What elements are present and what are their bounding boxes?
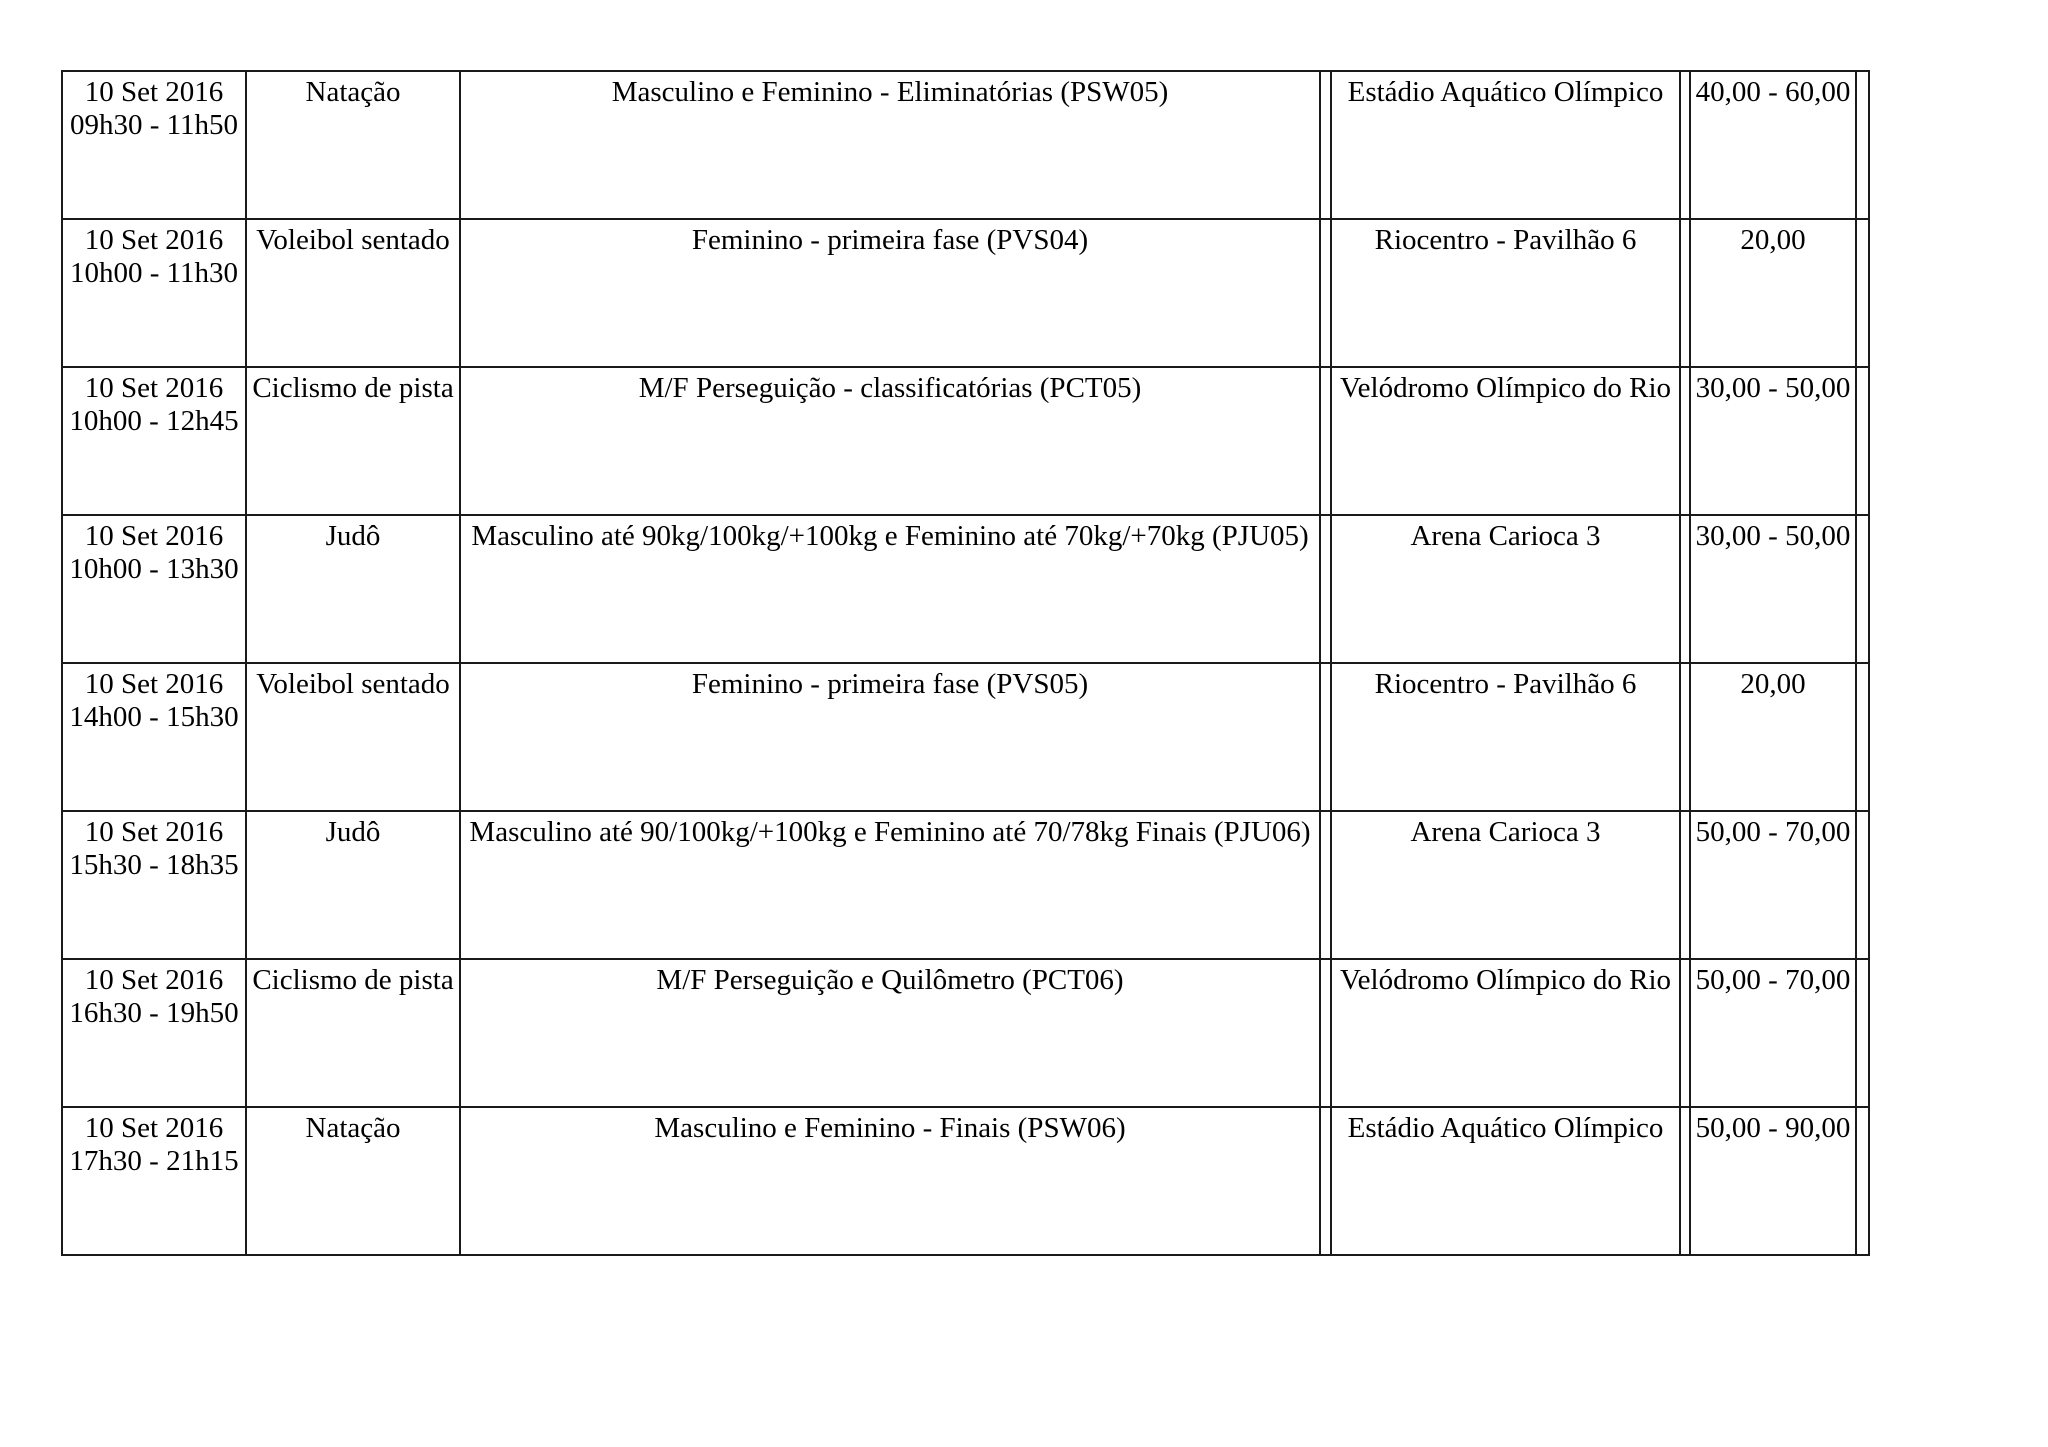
spacer-cell [1320,1107,1331,1255]
time-text: 17h30 - 21h15 [69,1145,239,1177]
event-cell: Feminino - primeira fase (PVS05) [460,663,1320,811]
price-cell: 50,00 - 70,00 [1690,959,1856,1107]
date-text: 10 Set 2016 [84,964,224,996]
sport-cell: Ciclismo de pista [246,367,460,515]
date-text: 10 Set 2016 [84,1112,224,1144]
spacer-cell [1320,663,1331,811]
spacer-cell [1856,811,1869,959]
date-text: 10 Set 2016 [84,372,224,404]
venue-cell: Riocentro - Pavilhão 6 [1331,219,1680,367]
date-text: 10 Set 2016 [84,224,224,256]
event-cell: M/F Perseguição - classificatórias (PCT05) [460,367,1320,515]
time-text: 09h30 - 11h50 [69,109,239,141]
event-cell: Masculino e Feminino - Finais (PSW06) [460,1107,1320,1255]
spacer-cell [1320,515,1331,663]
date-time-cell [62,959,246,1107]
date-time-cell [62,515,246,663]
spacer-cell [1680,959,1690,1107]
price-cell: 40,00 - 60,00 [1690,71,1856,219]
date-text: 10 Set 2016 [84,816,224,848]
venue-cell: Estádio Aquático Olímpico [1331,71,1680,219]
date-time-cell [62,1107,246,1255]
venue-cell: Estádio Aquático Olímpico [1331,1107,1680,1255]
time-text: 10h00 - 11h30 [69,257,239,289]
table-row [62,71,1869,219]
event-cell: M/F Perseguição e Quilômetro (PCT06) [460,959,1320,1107]
sport-cell: Voleibol sentado [246,219,460,367]
date-time-cell [62,663,246,811]
event-cell: Masculino até 90kg/100kg/+100kg e Feminino até 70kg/+70kg (PJU05) [460,515,1320,663]
time-text: 10h00 - 12h45 [69,405,239,437]
spacer-cell [1856,515,1869,663]
sport-cell: Voleibol sentado [246,663,460,811]
price-cell: 20,00 [1690,663,1856,811]
date-text: 10 Set 2016 [84,76,224,108]
sport-cell: Natação [246,1107,460,1255]
sport-cell: Ciclismo de pista [246,959,460,1107]
sport-cell: Judô [246,515,460,663]
venue-cell: Riocentro - Pavilhão 6 [1331,663,1680,811]
spacer-cell [1680,663,1690,811]
table-row [62,663,1869,811]
venue-cell: Arena Carioca 3 [1331,811,1680,959]
event-cell: Masculino até 90/100kg/+100kg e Feminino até 70/78kg Finais (PJU06) [460,811,1320,959]
table-row [62,1107,1869,1255]
price-cell: 50,00 - 70,00 [1690,811,1856,959]
spacer-cell [1320,811,1331,959]
time-text: 16h30 - 19h50 [69,997,239,1029]
spacer-cell [1320,367,1331,515]
spacer-cell [1680,367,1690,515]
spacer-cell [1320,959,1331,1107]
time-text: 10h00 - 13h30 [69,553,239,585]
spacer-cell [1680,1107,1690,1255]
time-text: 14h00 - 15h30 [69,701,239,733]
venue-cell: Velódromo Olímpico do Rio [1331,367,1680,515]
table-row [62,515,1869,663]
date-time-cell [62,219,246,367]
venue-cell: Velódromo Olímpico do Rio [1331,959,1680,1107]
table-row [62,367,1869,515]
date-time-cell [62,811,246,959]
spacer-cell [1320,219,1331,367]
event-cell: Masculino e Feminino - Eliminatórias (PSW05) [460,71,1320,219]
price-cell: 30,00 - 50,00 [1690,515,1856,663]
price-cell: 50,00 - 90,00 [1690,1107,1856,1255]
date-text: 10 Set 2016 [84,520,224,552]
spacer-cell [1856,71,1869,219]
sport-cell: Judô [246,811,460,959]
spacer-cell [1680,811,1690,959]
date-time-cell [62,71,246,219]
spacer-cell [1680,515,1690,663]
price-cell: 30,00 - 50,00 [1690,367,1856,515]
spacer-cell [1680,219,1690,367]
spacer-cell [1320,71,1331,219]
spacer-cell [1856,959,1869,1107]
table-row [62,811,1869,959]
sport-cell: Natação [246,71,460,219]
event-schedule-table [61,70,1870,1256]
spacer-cell [1856,219,1869,367]
date-text: 10 Set 2016 [84,668,224,700]
time-text: 15h30 - 18h35 [69,849,239,881]
spacer-cell [1856,367,1869,515]
table-row [62,959,1869,1107]
spacer-cell [1680,71,1690,219]
venue-cell: Arena Carioca 3 [1331,515,1680,663]
price-cell: 20,00 [1690,219,1856,367]
spacer-cell [1856,663,1869,811]
spacer-cell [1856,1107,1869,1255]
table-row [62,219,1869,367]
date-time-cell [62,367,246,515]
event-cell: Feminino - primeira fase (PVS04) [460,219,1320,367]
